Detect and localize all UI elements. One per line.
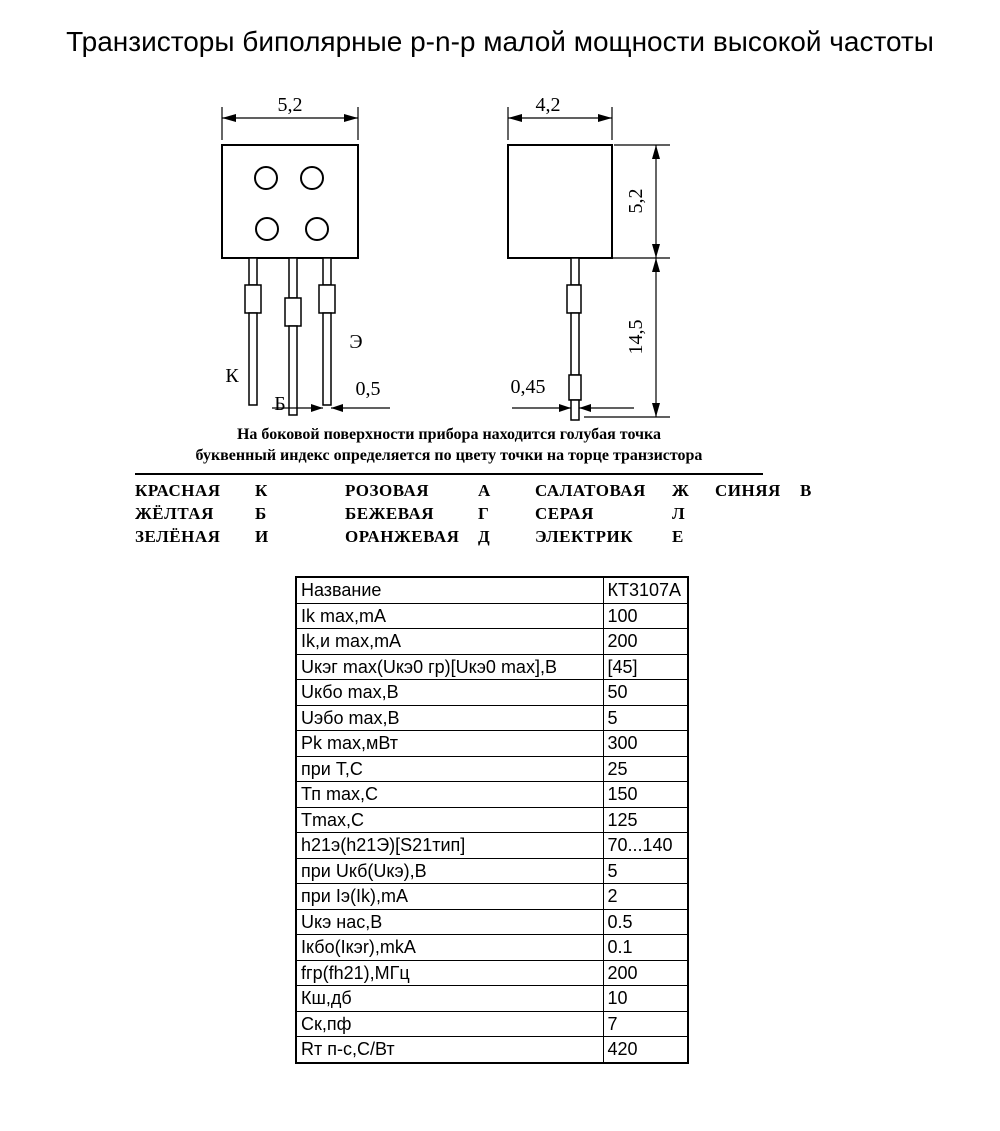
color-letter: Д (478, 527, 491, 546)
param-name-cell: Ск,пф (296, 1011, 603, 1037)
table-row (296, 909, 688, 935)
table-row (296, 1011, 688, 1037)
side-lead-length-label: 14,5 (625, 319, 647, 355)
color-name: ЗЕЛЁНАЯ (135, 527, 221, 546)
table-row (296, 731, 688, 757)
table-row (296, 807, 688, 833)
pin-base-label: Б (274, 393, 286, 415)
color-name: ЖЁЛТАЯ (135, 504, 214, 523)
arrow-left-icon (508, 114, 522, 122)
param-value-cell: [45] (603, 654, 688, 680)
side-body-outline (508, 145, 612, 258)
param-value-cell: 25 (603, 756, 688, 782)
table-row (296, 833, 688, 859)
arrow-right-icon (598, 114, 612, 122)
param-name-cell: Uкэг max(Uкэ0 гр)[Uкэ0 max],В (296, 654, 603, 680)
table-row (296, 960, 688, 986)
param-value-cell: 2 (603, 884, 688, 910)
param-name-cell: Pk max,мВт (296, 731, 603, 757)
param-value-cell: 100 (603, 603, 688, 629)
param-name-header: Название (296, 577, 603, 603)
param-name-cell: Iкбо(Iкэr),mkA (296, 935, 603, 961)
param-value-cell: 7 (603, 1011, 688, 1037)
color-name: САЛАТОВАЯ (535, 481, 646, 500)
table-row (296, 986, 688, 1012)
param-value-cell: 200 (603, 960, 688, 986)
param-value-cell: 10 (603, 986, 688, 1012)
param-value-cell: 300 (603, 731, 688, 757)
param-value-cell: 5 (603, 705, 688, 731)
color-letter: А (478, 481, 491, 500)
table-row (296, 680, 688, 706)
arrow-right-icon (311, 404, 323, 412)
table-row (296, 858, 688, 884)
param-name-cell: Кш,дб (296, 986, 603, 1012)
color-name: ОРАНЖЕВАЯ (345, 527, 460, 546)
color-letter: В (800, 481, 812, 500)
param-value-cell: 0.5 (603, 909, 688, 935)
color-letter (800, 525, 835, 548)
param-value-header: КТ3107А (603, 577, 688, 603)
front-width-dim-label: 5,2 (277, 94, 303, 116)
param-value-cell: 5 (603, 858, 688, 884)
param-value-cell: 200 (603, 629, 688, 655)
arrow-up-icon (652, 258, 660, 272)
arrow-left-icon (579, 404, 591, 412)
table-row (296, 654, 688, 680)
param-name-cell: Uэбо max,В (296, 705, 603, 731)
pin-emitter-label: Э (349, 331, 363, 353)
param-name-cell: Uкэ нас,В (296, 909, 603, 935)
arrow-down-icon (652, 244, 660, 258)
table-row (296, 884, 688, 910)
table-row (296, 756, 688, 782)
color-letter: К (255, 481, 268, 500)
pin-collector-label: К (225, 365, 239, 387)
arrow-up-icon (652, 145, 660, 159)
param-value-cell: 420 (603, 1037, 688, 1063)
package-drawings (0, 85, 1000, 435)
side-body-height-label: 5,2 (625, 188, 647, 214)
arrow-left-icon (331, 404, 343, 412)
base-lead (285, 258, 301, 415)
param-value-cell: 125 (603, 807, 688, 833)
table-row (296, 705, 688, 731)
table-header-row (296, 577, 688, 603)
param-name-cell: Rт п-с,С/Вт (296, 1037, 603, 1063)
param-name-cell: fгр(fh21),МГц (296, 960, 603, 986)
table-row (296, 935, 688, 961)
color-letter: Г (478, 504, 490, 523)
param-name-cell: при Iэ(Ik),mA (296, 884, 603, 910)
table-row (296, 1037, 688, 1063)
color-letter: И (255, 527, 269, 546)
table-row (296, 629, 688, 655)
color-name: КРАСНАЯ (135, 481, 221, 500)
front-body-outline (222, 145, 358, 258)
color-letter: Л (672, 504, 686, 523)
table-row (296, 603, 688, 629)
param-name-cell: Uкбо max,В (296, 680, 603, 706)
page-title: Транзисторы биполярные p-n-p малой мощности высокой частоты (66, 26, 934, 57)
color-code-table (135, 479, 835, 548)
arrow-right-icon (559, 404, 571, 412)
param-value-cell: 70...140 (603, 833, 688, 859)
param-name-cell: Тп max,С (296, 782, 603, 808)
param-name-cell: Ik,и max,mA (296, 629, 603, 655)
color-name: СЕРАЯ (535, 504, 594, 523)
side-depth-dim-label: 4,2 (535, 94, 561, 116)
collector-lead (245, 258, 261, 405)
table-row (296, 782, 688, 808)
color-name: РОЗОВАЯ (345, 481, 430, 500)
marking-note-line2: буквенный индекс определяется по цвету точки на торце транзистора (195, 447, 703, 464)
param-name-cell: h21э(h21Э)[S21тип] (296, 833, 603, 859)
front-view-drawing (222, 94, 390, 415)
arrow-left-icon (222, 114, 236, 122)
color-letter: Ж (672, 481, 690, 500)
param-value-cell: 50 (603, 680, 688, 706)
param-name-cell: Tmax,С (296, 807, 603, 833)
color-name (715, 502, 800, 525)
param-name-cell: при Uкб(Uкэ),В (296, 858, 603, 884)
param-name-cell: при Т,С (296, 756, 603, 782)
color-name: БЕЖЕВАЯ (345, 504, 435, 523)
color-name (715, 525, 800, 548)
emitter-lead (319, 258, 335, 405)
arrow-down-icon (652, 403, 660, 417)
color-letter (800, 502, 835, 525)
side-lead (567, 258, 581, 420)
marking-note-line1: На боковой поверхности прибора находится голубая точка (236, 426, 662, 443)
color-name: СИНЯЯ (715, 481, 781, 500)
param-name-cell: Ik max,mA (296, 603, 603, 629)
side-lead-thickness-label: 0,45 (510, 376, 546, 398)
front-lead-thickness-label: 0,5 (355, 378, 381, 400)
arrow-right-icon (344, 114, 358, 122)
color-name: ЭЛЕКТРИК (535, 527, 634, 546)
color-letter: Е (672, 527, 684, 546)
side-view-drawing (508, 94, 670, 420)
marking-notes (135, 424, 763, 475)
param-value-cell: 0.1 (603, 935, 688, 961)
param-value-cell: 150 (603, 782, 688, 808)
parameters-table (295, 576, 689, 1064)
color-letter: Б (255, 504, 267, 523)
